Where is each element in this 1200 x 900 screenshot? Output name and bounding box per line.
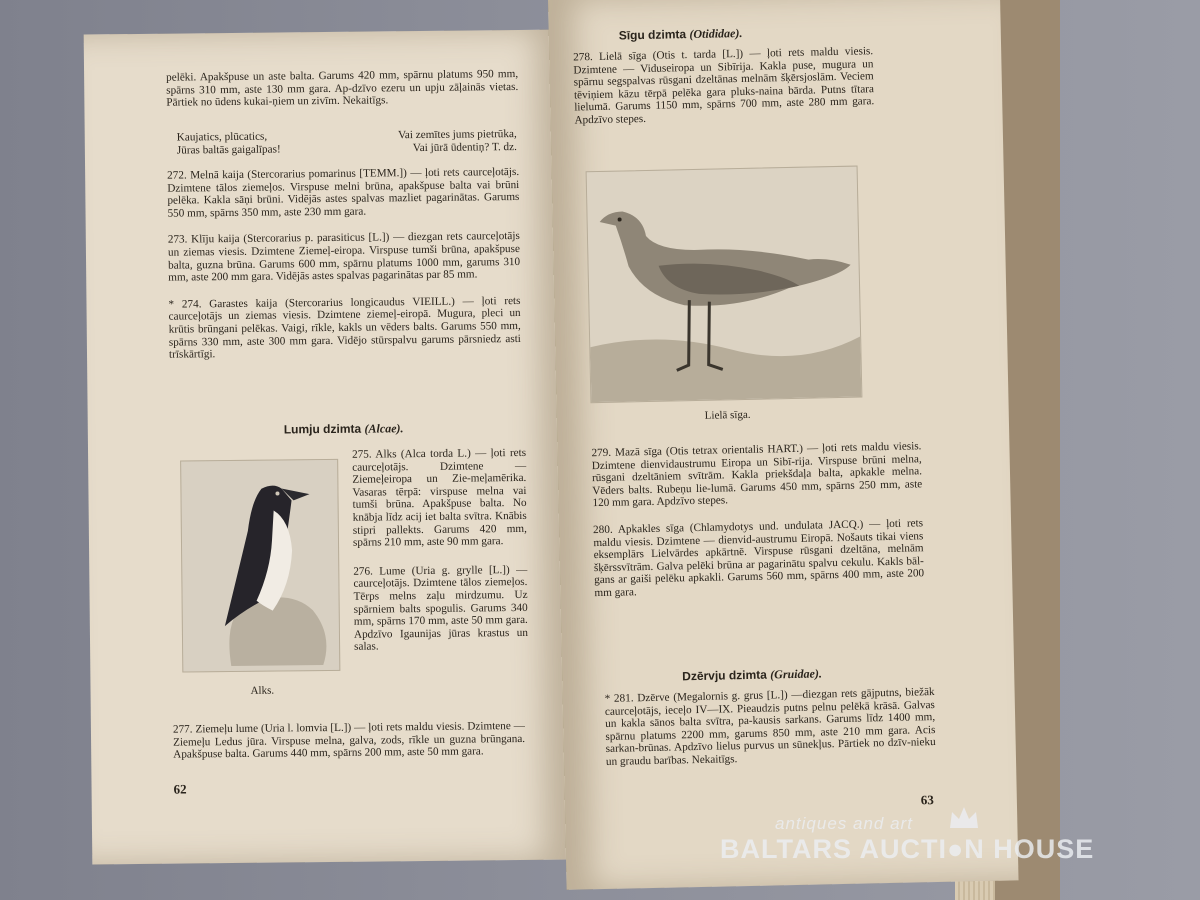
bustard-picture [586, 166, 863, 404]
watermark [720, 808, 1120, 888]
intro-paragraph: pelēki. Apakšpuse un aste balta. Garums 420 mm, spārnu platums 950 mm, spārns 310 mm, aste 130 mm gara. Ap-dzīvo ezeru un upju zāļainās vietas. Pārtiek no ūdens kukai-ņiem un zivīm. Nekaitīgs. [166, 67, 519, 109]
entry-275: 275. Alks (Alca torda L.) — ļoti rets caurceļotājs. Dzimtene — Ziemeļeiropa un Zie-meļamērika. Vasaras tērpā: virspuse melna vai tumši brūna. Apakšpuse balta. No knābja līdz acij iet balta svītra. Knābis stipri pallekts. Garums 420 mm, spārns 210 mm, aste 90 mm gara. [352, 446, 527, 549]
right-bottom [605, 686, 937, 777]
poem [177, 128, 517, 157]
razorbill-caption: Alks. [250, 684, 275, 697]
section-heading-gruidae: Dzērvju dzimta (Gruidae). [682, 666, 823, 684]
watermark-line1: antiques and art [775, 814, 913, 833]
left-page [84, 30, 571, 865]
page-number: 62 [173, 781, 187, 797]
right-page [548, 0, 1019, 890]
entry-277: 277. Ziemeļu lume (Uria l. lomvia [L.]) — ļoti rets maldu viesis. Dzimtene — Ziemeļu Ledus jūra. Virspuse melna, galva, zods, rīkle un guzna brūngana. Apakšpuse balta. Garums 440 mm, spārns 200 mm, aste 50 mm gara. [172, 719, 526, 761]
poem-right: Vai zemītes jums pietrūka, [397, 127, 517, 142]
bustard-caption: Lielā sīga. [704, 408, 751, 422]
right-entries [591, 440, 924, 608]
crown-icon [948, 804, 980, 830]
entry-280: 280. Apkakles sīga (Chlamydotys und. undulata JACQ.) — ļoti rets maldu viesis. Dzimtene — dienvid-austrumu Eiropā. Nošauts tikai viens eksemplārs Lielvārdes apkārtnē. Virspuse rūsgani dzeltāna, melnām šķērssvītrām. Galva pelēki brūna ar pagarinātu spalvu cekulu. Kakls bāl-gans ar gaiši pelēku apkakli. Garums 560 mm, spārns 400 mm, aste 200 mm gara. [592, 517, 925, 600]
razorbill-picture [180, 459, 340, 673]
entry-272: 272. Melnā kaija (Stercorarius pomarinus [TEMM.]) — ļoti rets caurceļotājs. Dzimtene tālos ziemeļos. Virspuse melni brūna, apakšpuse balta vai brūni pelēka. Kakla sāņi brūni. Vidējās astes spalvas mazliet pagarinātas. Garums 550 mm, spārns 350 mm, aste 230 mm gara. [167, 165, 520, 220]
poem-left: Jūras baltās gaigalīpas! [176, 143, 281, 157]
section-heading-alcae: Lumju dzimta (Alcae). [283, 421, 404, 437]
page-number: 63 [920, 792, 934, 808]
poem-line [177, 141, 517, 157]
entry-279: 279. Mazā sīga (Otis tetrax orientalis HART.) — ļoti rets maldu viesis. Dzimtene dienvidaustrumu Eiropa un Sibī-rija. Virspuse brūni melna, rūsgani dzeltāniem svītrām. Kakla priekšdaļa balta, apkakle melna. Vēders balts. Rubeņu lie-lumā. Garums 450 mm, spārns 250 mm, aste 120 mm gara. Apdzīvo stepes. [591, 440, 923, 510]
entry-274: * 274. Garastes kaija (Stercorarius longicaudus VIEILL.) — ļoti rets caurceļotājs un ziemas viesis. Dzimtene ziemeļ-eiropā. Mugura, pleci un krūtis brūngani pelēkas. Vaigi, rīkle, kakls un vēders balts. Garums 550 mm, spārns 330 mm, aste 300 mm gara. Vidējo stūrspalvu garums pārsniedz asti trīskārtīgi. [168, 294, 521, 361]
entry-281: * 281. Dzērve (Megalornis g. grus [L.]) —diezgan rets gājputns, biežāk caurceļotājs, ieceļo IV—IX. Pieaudzis putns pelnu pelēkā krāsā. Galvas un kakla sānos balta svītra, pa-kausis sarkans. Garums līdz 1400 mm, spārnu platums 2200 mm, garums 850 mm, aste 210 mm gara. Acis sarkan-brūnas. Apdzīvo lielus purvus un sūnekļus. Pārtiek no dzīv-nieku un graudu barības. Nekaitīgs. [604, 686, 936, 768]
entry-273: 273. Klīju kaija (Stercorarius p. parasiticus [L.]) — diezgan rets caurceļotājs un ziemas viesis. Dzimtene Ziemeļ-eiropa. Virspuse tumši brūna, apakšpuse balta, guzna brūna. Garums 600 mm, spārnu platums 1000 mm, garums 310 mm, aste 200 mm gara. Vidējās astes spalvas pagarinātas par 85 mm. [167, 230, 521, 284]
section-heading-otididae: Sīgu dzimta (Otididae). [618, 25, 743, 43]
poem-right: Vai jūrā ūdentiņ? T. dz. [412, 140, 517, 154]
right-column-entries [352, 447, 528, 663]
watermark-line2: BALTARS AUCTI●N HOUSE [720, 834, 1095, 864]
entry-276: 276. Lume (Uria g. grylle [L.]) —caurceļotājs. Dzimtene tālos ziemeļos. Tērps melns zaļu mirdzumu. Uz spārniem balts spogulis. Garums 340 mm, spārns 170 mm, aste 50 mm gara. Apdzīvo Igaunijas jūras krastus un salas. [353, 563, 529, 654]
right-top-entry [573, 45, 875, 136]
left-bottom [173, 720, 525, 770]
left-intro [166, 68, 518, 118]
left-entries [167, 166, 521, 370]
entry-278: 278. Lielā sīga (Otis t. tarda [L.]) — ļoti rets maldu viesis. Dzimtene — Viduseiropa un Sibīrija. Kakla puse, mugura un spārnu segspalvas rūsgani dzeltānas melnām šķērsjoslām. Veciem tēviņiem kāzu tērpā pelēka gara pluks-naina bārda. Putns tītara lielumā. Garums 1150 mm, spārns 700 mm, aste 280 mm gara. Apdzīvo stepes. [573, 45, 875, 127]
poem-left: Kaujatics, plūcatics, [176, 130, 268, 144]
